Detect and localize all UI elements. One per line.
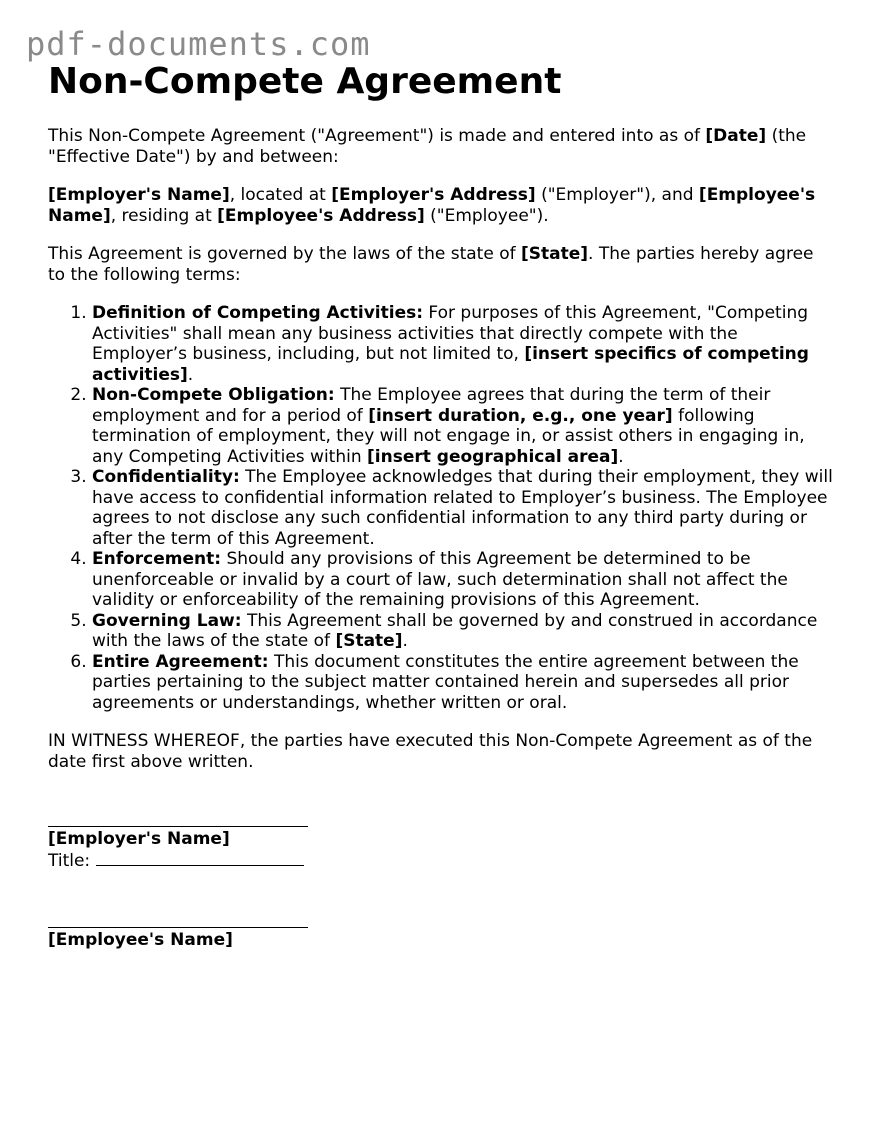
term-text: For purposes of this Agreement, "Competing Activities" shall mean any business activities that directly compete with the Employer’s business, including, but not limited to,	[92, 303, 809, 364]
employer-name-placeholder: [Employer's Name]	[48, 185, 230, 205]
state-placeholder: [State]	[521, 244, 589, 264]
employee-address-placeholder: [Employee's Address]	[217, 205, 425, 226]
parties-text: , located at	[229, 185, 332, 205]
term-heading: Governing Law:	[92, 610, 242, 631]
term-placeholder: [insert duration, e.g., one year]	[368, 405, 673, 426]
term-item	[92, 385, 834, 467]
governing-paragraph	[48, 244, 834, 285]
term-placeholder: [insert geographical area]	[367, 446, 619, 467]
employee-signature-block	[48, 909, 834, 951]
term-item	[92, 611, 834, 652]
intro-paragraph	[48, 126, 834, 167]
watermark: pdf-documents.com	[26, 25, 371, 63]
date-placeholder: [Date]	[705, 126, 767, 146]
employer-signature-block	[48, 808, 834, 871]
term-heading: Enforcement:	[92, 549, 222, 569]
employer-title-line[interactable]	[96, 850, 304, 866]
term-text: The Employee agrees that during the term of their employment and for a period of	[92, 385, 771, 426]
term-text: .	[402, 631, 408, 651]
term-text: .	[618, 446, 624, 467]
term-text: This document constitutes the entire agreement between the parties pertaining to the subject matter contained herein and supersedes all prior agreements or understandings, whether written or oral.	[92, 651, 799, 713]
employer-signature-line[interactable]	[48, 808, 308, 827]
title-label: Title:	[48, 851, 96, 871]
term-text: following termination of employment, they will not engage in, or assist others in engaging in, any Competing Activities within	[92, 405, 805, 467]
term-item	[92, 467, 834, 549]
governing-text: This Agreement is governed by the laws of the state of	[48, 244, 521, 264]
term-heading: Entire Agreement:	[92, 651, 269, 672]
term-item	[92, 549, 834, 611]
intro-text: This Non-Compete Agreement ("Agreement") is made and entered into as of	[48, 126, 706, 146]
witness-paragraph: IN WITNESS WHEREOF, the parties have executed this Non-Compete Agreement as of the date first above written.	[48, 731, 813, 772]
term-placeholder: [State]	[335, 631, 403, 651]
term-placeholder: [insert specifics of competing activities]	[92, 344, 809, 385]
term-heading: Non-Compete Obligation:	[92, 385, 335, 405]
signature-section	[48, 808, 834, 951]
intro-text: (the "Effective Date") by and between:	[48, 126, 807, 167]
employer-signature-name: [Employer's Name]	[48, 829, 230, 849]
term-item	[92, 303, 834, 385]
term-text: The Employee acknowledges that during their employment, they will have access to confidential information related to Employer’s business. The Employee agrees to not disclose any such confidential information to any third party during or after the term of this Agreement.	[92, 467, 833, 549]
employee-signature-line[interactable]	[48, 909, 308, 928]
terms-list	[48, 303, 834, 713]
employer-title-row	[48, 850, 834, 871]
document-body	[48, 60, 834, 989]
employee-name-placeholder: [Employee's Name]	[48, 185, 816, 226]
parties-paragraph	[48, 185, 834, 226]
term-text: .	[187, 364, 194, 385]
term-text: This Agreement shall be governed by and construed in accordance with the laws of the state of	[92, 610, 818, 651]
governing-text: . The parties hereby agree to the following terms:	[48, 244, 814, 285]
term-heading: Definition of Competing Activities:	[92, 303, 424, 323]
term-text: Should any provisions of this Agreement be determined to be unenforceable or invalid by a court of law, such determination shall not affect the validity or enforceability of the remaining provisions of this Agreement.	[92, 549, 788, 610]
parties-text: ("Employee").	[424, 205, 549, 226]
parties-text: ("Employer"), and	[535, 185, 699, 205]
page-title: Non-Compete Agreement	[48, 61, 562, 102]
parties-text: , residing at	[110, 205, 218, 226]
employee-signature-name: [Employee's Name]	[48, 930, 233, 950]
term-item	[92, 652, 834, 714]
term-heading: Confidentiality:	[92, 467, 240, 487]
employer-address-placeholder: [Employer's Address]	[331, 185, 536, 205]
